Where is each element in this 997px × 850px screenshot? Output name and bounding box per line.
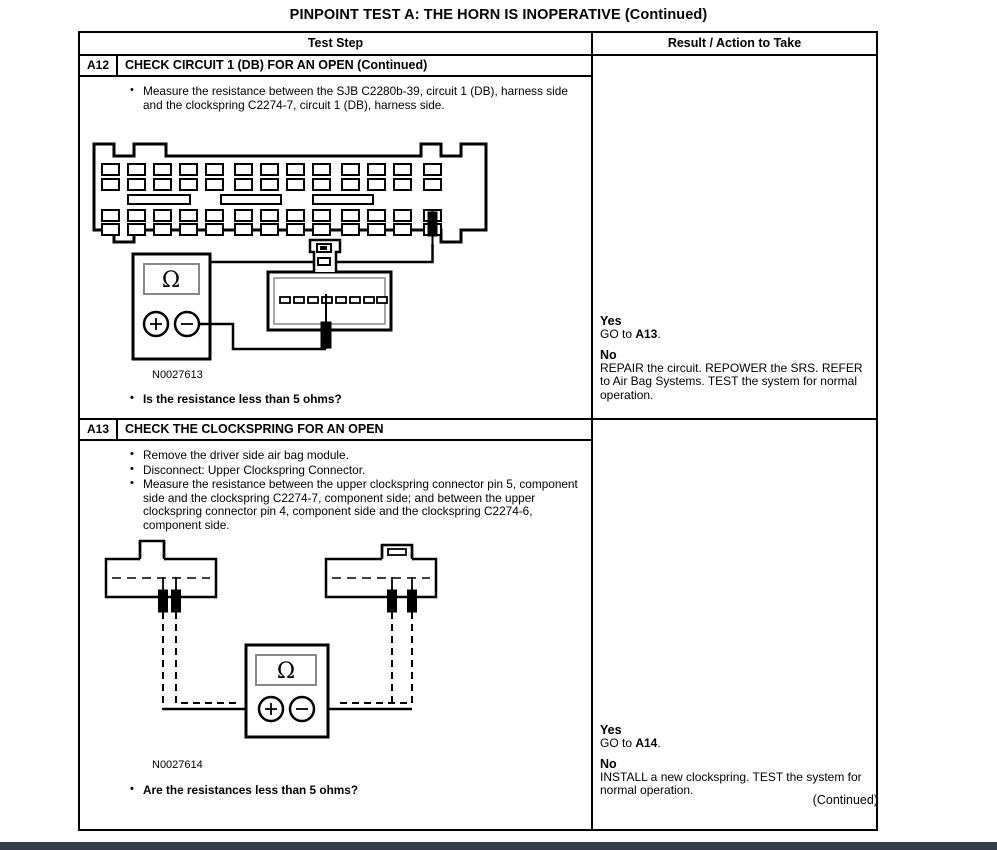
step-bullets-a12 xyxy=(88,85,583,112)
result-yes-text-post: . xyxy=(657,736,661,750)
result-yes-target: A14 xyxy=(635,736,658,750)
dashed-lead-left-2 xyxy=(176,612,238,703)
table-row xyxy=(80,420,876,829)
result-cell-a12 xyxy=(593,56,876,418)
result-yes-target: A13 xyxy=(635,327,658,341)
result-cell-a13 xyxy=(593,420,876,829)
probe-upper xyxy=(428,210,437,244)
page-title: PINPOINT TEST A: THE HORN IS INOPERATIVE (Continued) xyxy=(289,7,708,23)
list-item: • Measure the resistance between the SJB C2280b-39, circuit 1 (DB), harness side and the clockspring C2274-7, circuit 1 (DB), harness side. xyxy=(88,85,583,112)
result-block-a13 xyxy=(600,723,870,798)
result-yes-label: Yes xyxy=(600,723,622,737)
list-item: • Disconnect: Upper Clockspring Connector. xyxy=(88,464,583,478)
clockspring-connector xyxy=(268,240,391,330)
step-question-a12 xyxy=(88,393,342,408)
ohm-symbol-2: Ω xyxy=(276,659,296,684)
step-bullets-a13 xyxy=(88,449,583,533)
step-header-a13 xyxy=(80,420,591,441)
header-cell-result-action: Result / Action to Take xyxy=(667,36,802,50)
step-cell-a13 xyxy=(80,420,593,829)
step-title-a13: CHECK THE CLOCKSPRING FOR AN OPEN xyxy=(125,422,384,436)
header-cell-test-step: Test Step xyxy=(80,33,593,54)
result-no-text: REPAIR the circuit. REPOWER the SRS. REFER to Air Bag Systems. TEST the system for normal operation. xyxy=(600,360,863,402)
list-item: • Is the resistance less than 5 ohms? xyxy=(88,393,342,407)
clockspring-c2274-connector xyxy=(326,545,436,597)
step-id-a12: A12 xyxy=(80,56,118,75)
step-title-a12: CHECK CIRCUIT 1 (DB) FOR AN OPEN (Continued) xyxy=(125,58,428,72)
list-item: • Measure the resistance between the upper clockspring connector pin 5, component side and the clockspring C2274-7, component side; and between the upper clockspring connector pin 4, component side and the clockspring C2274-6, component side. xyxy=(88,478,583,532)
step-body-a12 xyxy=(80,77,591,418)
result-yes-text-pre: GO to xyxy=(600,327,636,341)
result-yes-label: Yes xyxy=(600,314,622,328)
result-yes-text-post: . xyxy=(657,327,661,341)
table-row xyxy=(80,56,876,420)
list-item: • Are the resistances less than 5 ohms? xyxy=(88,784,358,798)
upper-clockspring-connector xyxy=(106,541,216,597)
step-id-a13: A13 xyxy=(80,420,118,439)
result-no-label: No xyxy=(600,756,617,771)
pin-middle-slots xyxy=(128,195,373,204)
dashed-lead-left-1 xyxy=(163,612,238,709)
figure-label-n0027613: N0027613 xyxy=(152,369,203,381)
diagram-n0027613 xyxy=(88,134,583,374)
diagram-n0027614 xyxy=(88,537,568,745)
step-cell-a12 xyxy=(80,56,593,418)
list-item: • Remove the driver side air bag module. xyxy=(88,449,583,463)
result-block-a12 xyxy=(600,314,870,402)
result-yes-text xyxy=(600,737,870,751)
dashed-lead-right-2 xyxy=(336,612,412,703)
step-body-a13 xyxy=(80,441,591,829)
result-yes-text xyxy=(600,328,870,342)
result-no-label: No xyxy=(600,347,617,362)
dashed-lead-right-1 xyxy=(336,612,392,709)
continued-footer: (Continued) xyxy=(812,793,878,807)
figure-label-n0027614: N0027614 xyxy=(152,759,203,771)
result-no-text: INSTALL a new clockspring. TEST the system for normal operation. xyxy=(600,769,862,798)
footer-bar xyxy=(0,842,997,850)
step-header-a12 xyxy=(80,56,591,77)
pinpoint-test-table xyxy=(78,31,878,831)
table-header-row xyxy=(80,33,876,56)
sjb-connector-ohmmeter-svg xyxy=(88,134,583,374)
ohm-symbol-1: Ω xyxy=(161,268,181,293)
result-yes-text-pre: GO to xyxy=(600,736,636,750)
clockspring-two-connector-svg xyxy=(88,537,568,745)
